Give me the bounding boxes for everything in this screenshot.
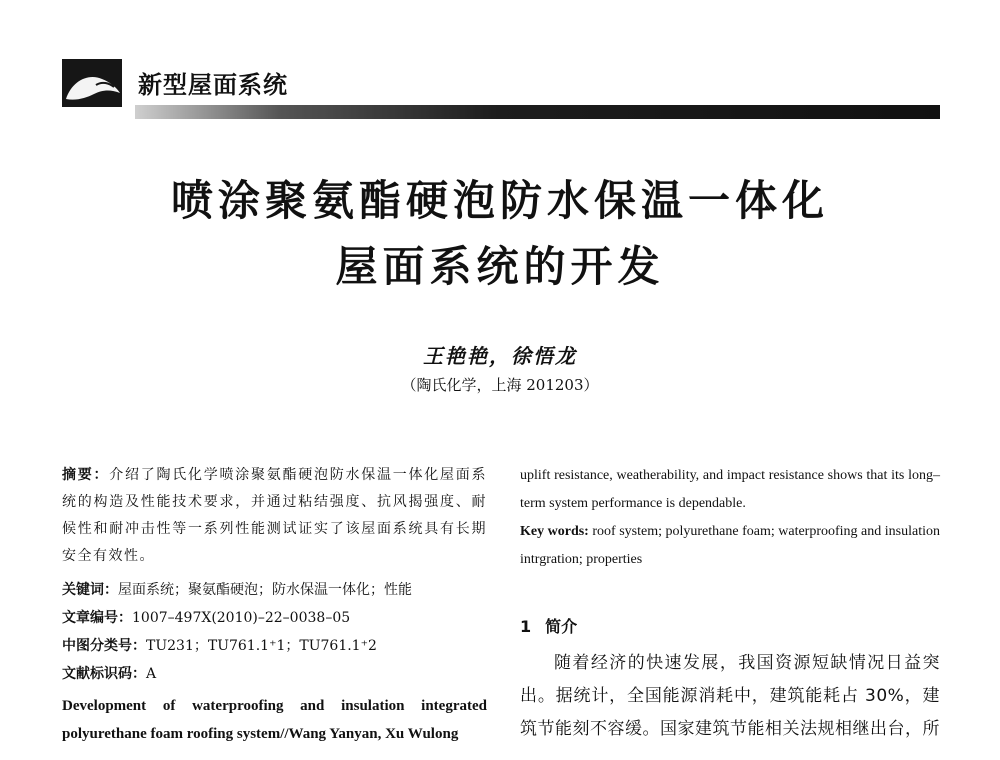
- left-column: [62, 462, 487, 748]
- abstract-en-continued: uplift resistance, weatherability, and impact resistance shows that its long–term system performance is dependable.: [520, 468, 940, 511]
- document-code-value: A: [146, 666, 157, 682]
- clc-value: TU231；TU761.1⁺1；TU761.1⁺2: [146, 638, 377, 654]
- abstract-text: 介绍了陶氏化学喷涂聚氨酯硬泡防水保温一体化屋面系统的构造及性能技术要求，并通过粘结强度、抗风揭强度、耐候性和耐冲击性等一系列性能测试证实了该屋面系统具有长期安全有效性。: [62, 467, 487, 564]
- article-number-label: 文章编号：: [62, 610, 132, 626]
- document-code-label: 文献标识码：: [62, 666, 146, 682]
- section-number: 1: [520, 617, 532, 636]
- affiliation: （陶氏化学，上海 201203）: [401, 376, 599, 394]
- title-line-1: 喷涂聚氨酯硬泡防水保温一体化: [170, 176, 829, 225]
- clc-number: [62, 632, 487, 660]
- document-code: [62, 660, 487, 688]
- header-rule: [135, 105, 940, 119]
- keywords-text: 屋面系统；聚氨酯硬泡；防水保温一体化；性能: [118, 582, 412, 598]
- article-title: [0, 168, 1000, 300]
- bird-logo-icon: [62, 59, 122, 107]
- right-column: [520, 462, 940, 746]
- section-heading: [520, 614, 940, 637]
- english-title: Development of waterproofing and insulation integrated polyurethane foam roofing system//Wang Yanyan, Xu Wulong: [62, 698, 487, 742]
- clc-label: 中图分类号：: [62, 638, 146, 654]
- keywords-en: [520, 518, 940, 574]
- authors: 王艳艳，徐悟龙: [423, 344, 577, 368]
- abstract-cn: [62, 462, 487, 570]
- intro-paragraph: 随着经济的快速发展，我国资源短缺情况日益突出。据统计，全国能源消耗中，建筑能耗占 30%，建筑节能刻不容缓。国家建筑节能相关法规相继出台，所: [520, 653, 940, 739]
- article-number-value: 1007–497X(2010)–22–0038–05: [132, 610, 351, 626]
- keywords-en-text: roof system; polyurethane foam; waterproofing and insulation intrgration; properties: [520, 524, 940, 567]
- keywords-en-label: Key words:: [520, 524, 589, 539]
- article-number: [62, 604, 487, 632]
- abstract-label: 摘要：: [62, 467, 110, 483]
- section-label: 新型屋面系统: [138, 71, 288, 99]
- keywords-label: 关键词：: [62, 582, 118, 598]
- journal-header: [60, 55, 940, 123]
- title-line-2: 屋面系统的开发: [335, 242, 665, 291]
- section-title: 简介: [545, 617, 578, 636]
- keywords-cn: [62, 576, 487, 604]
